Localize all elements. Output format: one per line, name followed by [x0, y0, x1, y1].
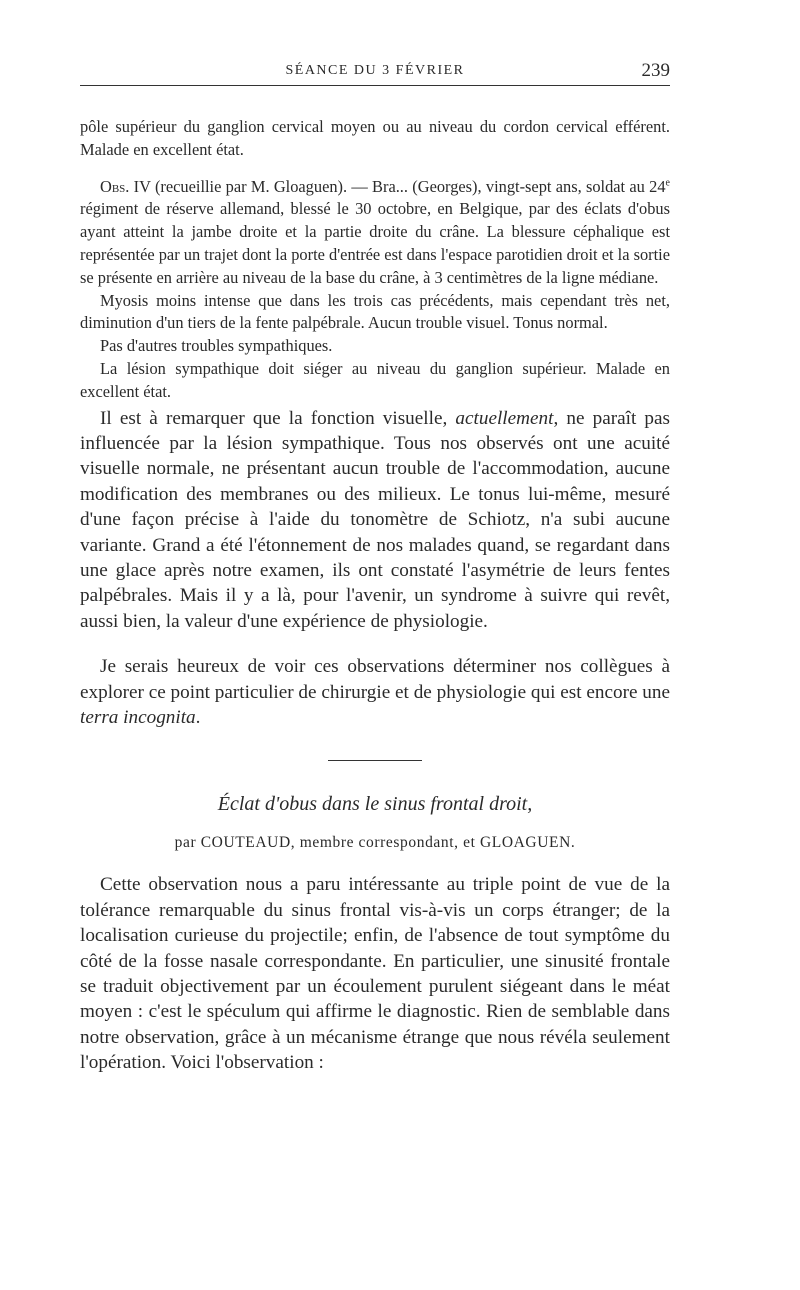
conclusion-emphasis: terra incognita [80, 707, 196, 729]
conclusion-text-2: . [195, 707, 201, 729]
article-body-paragraph: Cette observation nous a paru intéressante au triple point de vue de la tolérance remarquable du sinus frontal vis-à-vis un corps étranger; de la localisation curieuse du projectile; enfin, de l'absence de tout symptôme du côté de la fosse nasale correspondante. En particulier, une sinusité frontale se traduit objectivement par un écoulement purulent siégeant dans le méat moyen : c'est le spéculum qui affirme le diagnostic. Rien de semblable dans notre observation, grâce à un mécanisme étrange que nous révéla seulement l'opération. Voici l'observation : [80, 874, 670, 1074]
remark-text-2: , ne paraît pas influencée par la lésion sympathique. Tous nos observés ont une acuité visuelle normale, ne présentant aucun trouble de l'accommodation, aucune modification des membranes ou des milieux. Le tonus lui-même, mesuré d'une façon précise à l'aide du tonomètre de Schiotz, n'a subi aucune variante. Grand a été l'étonnement de nos malades quand, se regardant dans une glace après notre examen, ils ont constaté l'asymétrie de leurs fentes palpébrales. Mais il y a là, pour l'avenir, un syndrome à suivre qui revêt, aussi bien, la valeur d'une expérience de physiologie. [80, 407, 670, 632]
section-divider [328, 760, 422, 761]
obs4-text-2: régiment de réserve allemand, blessé le 30 octobre, en Belgique, par des éclats d'obus ayant atteint la jambe droite et la partie droite du crâne. La blessure céphalique est représentée par un trajet dont la porte d'entrée est dans l'espace parotidien droit et la sortie se présente en arrière au niveau de la base du crâne, à 3 centimètres de la ligne médiane. [80, 199, 670, 287]
remark-emphasis: actuellement [455, 407, 554, 429]
obs-label: Obs. [100, 176, 130, 196]
obs4-text-1: IV (recueillie par M. Gloaguen). — Bra... (Georges), vingt-sept ans, soldat au 24 [129, 176, 666, 196]
conclusion-paragraph [80, 654, 670, 730]
lesion-paragraph: La lésion sympathique doit siéger au niveau du ganglion supérieur. Malade en excellent état. [80, 358, 670, 401]
article-byline: par COUTEAUD, membre correspondant, et GLOAGUEN. [174, 834, 576, 852]
remark-text-1: Il est à remarquer que la fonction visuelle, [100, 407, 456, 429]
observation-continuation: pôle supérieur du ganglion cervical moyen ou au niveau du cordon cervical efférent. Malade en excellent état. [80, 117, 670, 159]
no-other-troubles-paragraph: Pas d'autres troubles sympathiques. [100, 336, 333, 356]
observation-4-paragraph [80, 176, 670, 290]
running-head [80, 55, 670, 86]
remark-paragraph [80, 406, 670, 635]
article-title: Éclat d'obus dans le sinus frontal droit, [217, 793, 533, 816]
ordinal-superscript: e [665, 177, 670, 189]
conclusion-text-1: Je serais heureux de voir ces observations déterminer nos collègues à explorer ce point particulier de chirurgie et de physiologie qui est encore une [80, 656, 670, 703]
page-number: 239 [641, 60, 670, 81]
running-head-title: SÉANCE DU 3 FÉVRIER [285, 63, 465, 78]
page [80, 55, 670, 1076]
myosis-paragraph: Myosis moins intense que dans les trois cas précédents, mais cependant très net, diminution d'un tiers de la fente palpébrale. Aucun trouble visuel. Tonus normal. [80, 290, 670, 333]
